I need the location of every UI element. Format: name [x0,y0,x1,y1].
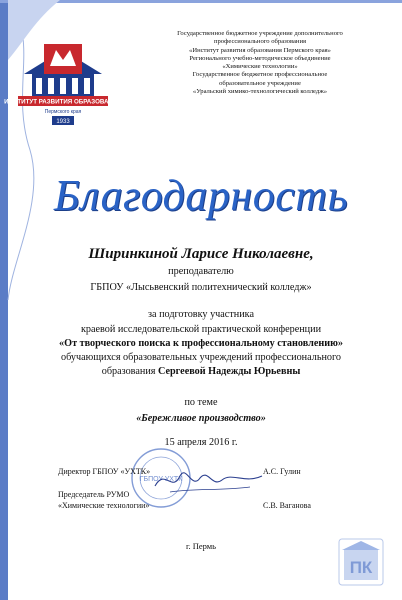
chair-name: С.В. Ваганова [263,501,311,510]
director-title: Директор ГБПОУ «УХТК» [58,467,151,476]
recipient-position: преподавателю [168,266,234,277]
header-line: «Химические технологии» [222,63,298,71]
certificate-title: Благодарность [53,171,349,220]
date: 15 апреля 2016 г. [164,437,238,448]
topic: «Бережливое производство» [136,413,266,424]
decorative-frame-left [0,0,8,600]
issuer-header [150,30,370,96]
header-line: «Институт развития образования Пермского края» [189,46,331,54]
logo-year: 1933 [56,119,70,125]
header-line: профессионального образования [213,38,307,46]
header-line: Государственное бюджетное профессиональное [192,71,328,79]
body-line-1: за подготовку участника [147,309,254,320]
header-line: «Уральский химико-технологический колледж» [192,88,328,96]
recipient-name: Ширинкиной Ларисе Николаевне, [88,246,314,262]
topic-label: по теме [184,397,218,408]
body-line-5 [0,366,402,377]
stamp-text: ГБПОУ УХТК [139,476,183,483]
header-line: образовательное учреждение [219,79,301,87]
logo-region: Пермского края [44,109,82,115]
decorative-frame-top [0,0,402,3]
body-line-2: краевой исследовательской практической конференции [80,324,322,335]
chair-title-line-1: Председатель РУМО [58,490,130,499]
recipient-organization: ГБПОУ «Лысьвенский политехнический колледж» [90,282,312,293]
chair-title-line-2: «Химические технологии» [58,501,150,510]
body-line-5-prefix: образования [101,366,159,377]
director-name: А.С. Гулин [263,467,301,476]
college-logo-text: ПК [349,558,373,577]
header-line: Регионального учебно-методическое объединение [189,54,331,62]
institute-logo [4,36,122,130]
signature-scribble [150,458,270,498]
college-logo-icon [338,538,384,586]
body-line-4: обучающихся образовательных учреждений профессионального [60,352,342,363]
header-line: Государственное бюджетное учреждение дополнительного [177,30,343,37]
conference-name: «От творческого поиска к профессиональному становлению» [59,338,343,349]
city: г. Пермь [185,541,217,551]
logo-name: ИНСТИТУТ РАЗВИТИЯ ОБРАЗОВАНИЯ [4,98,122,106]
student-name: Сергеевой Надежды Юрьевны [158,366,301,377]
